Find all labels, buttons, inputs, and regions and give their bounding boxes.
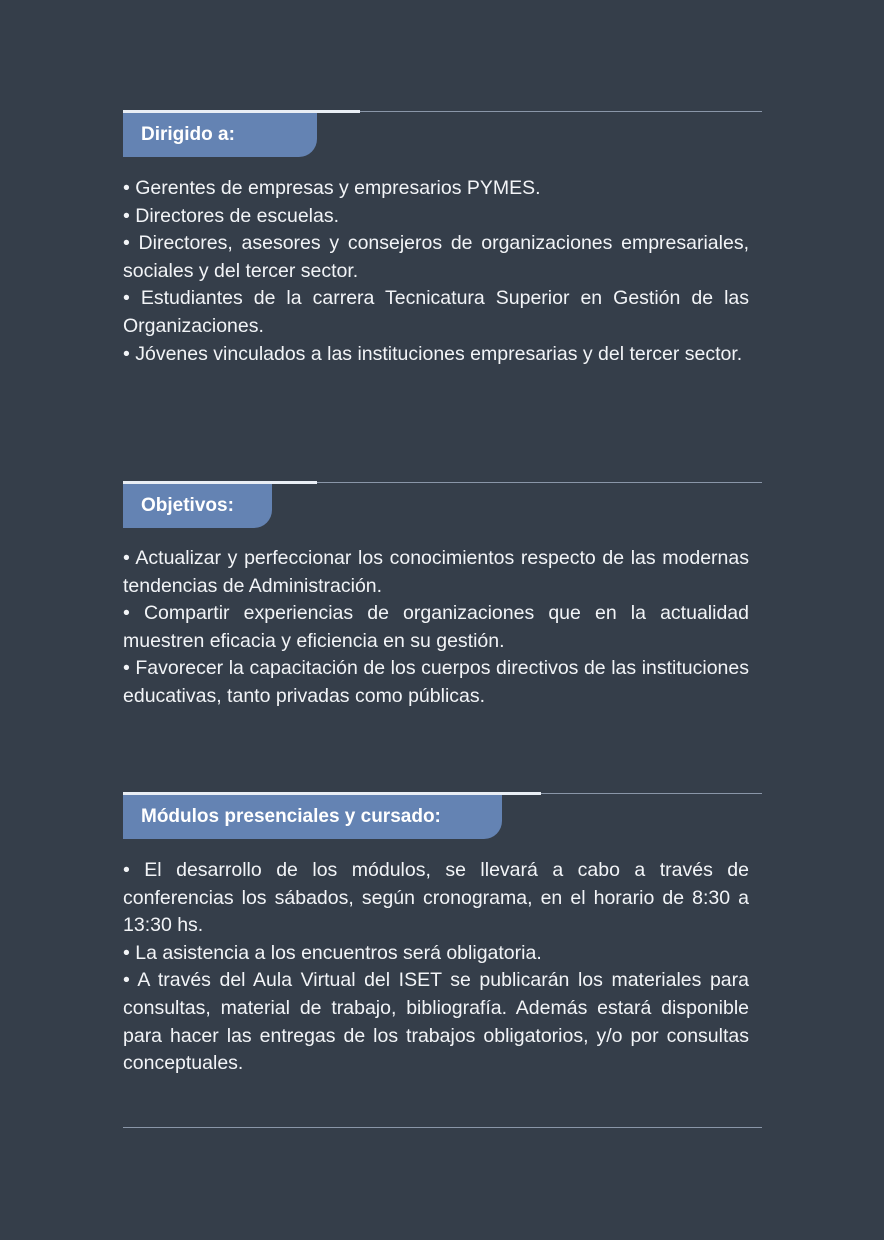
bullet-list — [123, 545, 749, 711]
list-item: • Jóvenes vinculados a las instituciones empresarias y del tercer sector. — [123, 342, 743, 365]
bullet-list — [123, 857, 749, 1078]
list-item: • Compartir experiencias de organizaciones que en la actualidad muestren eficacia y eficiencia en su gestión. — [123, 602, 749, 652]
list-item: • Directores de escuelas. — [123, 204, 340, 227]
list-item: • La asistencia a los encuentros será obligatoria. — [123, 941, 542, 964]
bullet-list — [123, 175, 749, 368]
list-item: • Estudiantes de la carrera Tecnicatura Superior en Gestión de las Organizaciones. — [123, 287, 749, 337]
list-item: • Favorecer la capacitación de los cuerpos directivos de las instituciones educativas, tanto privadas como públicas. — [123, 657, 749, 707]
list-item: • Directores, asesores y consejeros de organizaciones empresariales, sociales y del tercer sector. — [123, 232, 749, 282]
section-heading-tab: Objetivos: — [123, 484, 272, 528]
list-item: • El desarrollo de los módulos, se llevará a cabo a través de conferencias los sábados, según cronograma, en el horario de 8:30 a 13:30 hs. — [123, 859, 749, 937]
list-item: • Gerentes de empresas y empresarios PYMES. — [123, 177, 541, 199]
section-heading-tab: Dirigido a: — [123, 113, 317, 157]
bottom-divider — [123, 1127, 762, 1128]
list-item: • Actualizar y perfeccionar los conocimientos respecto de las modernas tendencias de Administración. — [123, 547, 749, 597]
list-item: • A través del Aula Virtual del ISET se publicarán los materiales para consultas, material de trabajo, bibliografía. Además estará disponible para hacer las entregas de los trabajos obligatorios, y/o por consultas conceptuales. — [123, 969, 749, 1075]
section-heading-tab: Módulos presenciales y cursado: — [123, 795, 502, 839]
